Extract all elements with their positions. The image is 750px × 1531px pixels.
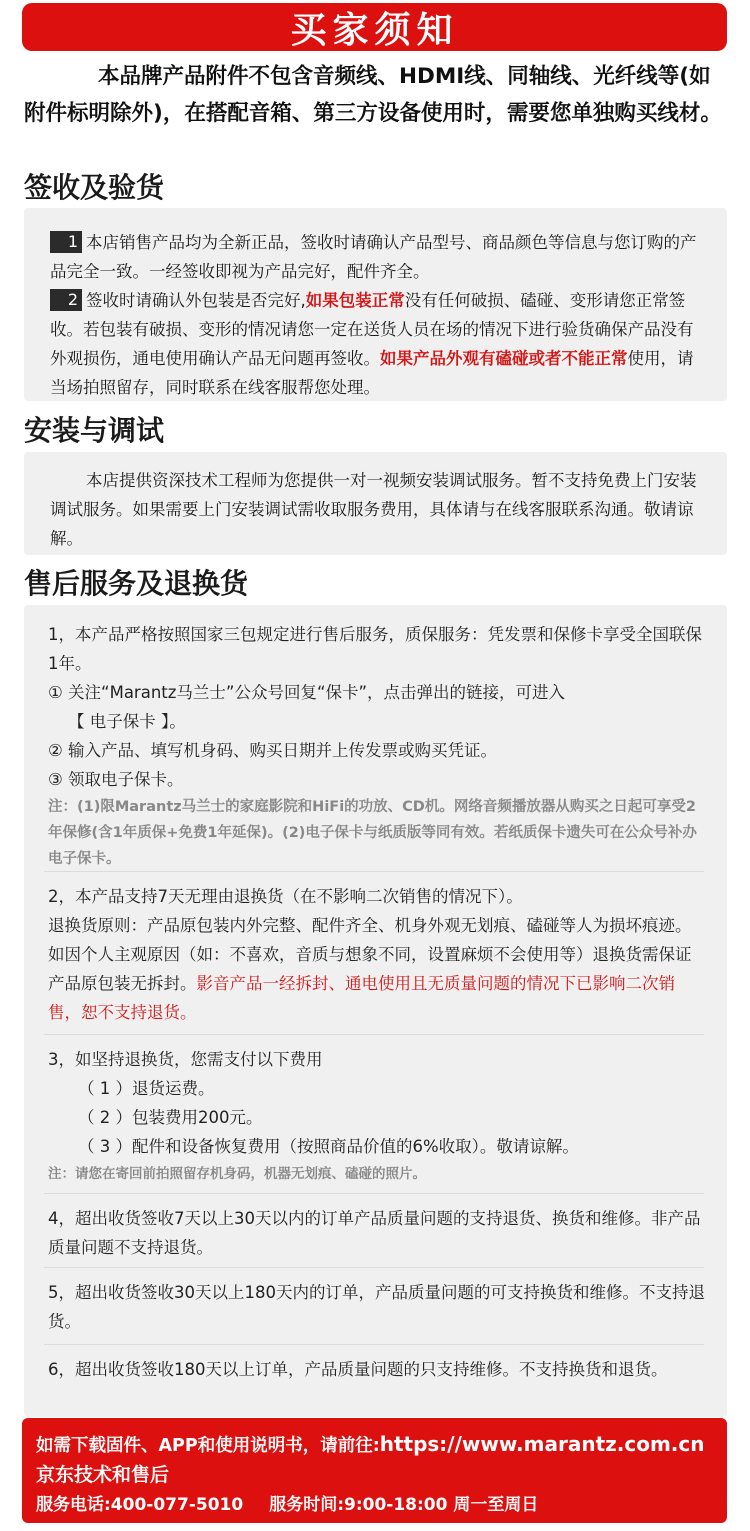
after-item-1 (24, 620, 727, 872)
fee-item-1: （ 1 ）退货运费。 (78, 1079, 215, 1098)
sign-item-2-red-2: 如果产品外观有磕碰或者不能正常 (380, 349, 628, 368)
after-item-5-text: 5，超出收货签收30天以上180天内的订单，产品质量问题的可支持换货和维修。不支持退货。 (48, 1283, 705, 1331)
item-number-badge: 1 (50, 231, 82, 253)
warranty-step-3: ③ 领取电子保卡。 (48, 770, 184, 789)
sign-item-2-text-c: 使用，请当场拍照留存，同时联系在线客服帮您处理。 (50, 349, 694, 397)
page-title: 买家须知 (290, 9, 459, 51)
fee-item-2: （ 2 ）包装费用200元。 (78, 1108, 263, 1127)
warranty-note: 注：(1)限Marantz马兰士的家庭影院和HiFi的功放、CD机。网络音频播放器从购买之日起可享受2年保修(含1年质保+免费1年延保)。(2)电子保卡与纸质版等同有效。若纸质保卡遗失可在公众号补办电子保卡。 (48, 799, 697, 867)
divider (44, 1267, 704, 1268)
accessory-notice (24, 58, 724, 132)
download-label: 如需下载固件、APP和使用说明书，请前往: (36, 1436, 380, 1456)
after-item-6 (24, 1355, 727, 1384)
after-item-1-text: 1，本产品严格按照国家三包规定进行售后服务，质保服务：凭发票和保修卡享受全国联保1年。 (48, 625, 702, 673)
after-item-5 (24, 1278, 727, 1336)
install-text-body: 本店提供资深技术工程师为您提供一对一视频安装调试服务。暂不支持免费上门安装调试服务。如果需要上门安装调试需收取服务费用，具体请与在线客服联系沟通。敬请谅解。 (50, 471, 697, 548)
install-section-heading: 安装与调试 (24, 414, 165, 447)
after-item-2 (24, 882, 727, 1027)
after-item-3-text: 3，如坚持退换货，您需支付以下费用 (48, 1050, 323, 1069)
service-hours: 服务时间:9:00-18:00 周一至周日 (269, 1495, 539, 1515)
footer-banner (22, 1418, 727, 1523)
after-item-4-text: 4，超出收货签收7天以上30天以内的订单产品质量问题的支持退货、换货和维修。非产品质量问题不支持退货。 (48, 1209, 701, 1257)
website-link[interactable]: https://www.marantz.com.cn (379, 1432, 705, 1456)
warranty-step-1: ① 关注“Marantz马兰士”公众号回复“保卡”，点击弹出的链接，可进入 (48, 683, 566, 702)
divider (44, 871, 704, 872)
divider (44, 1034, 704, 1035)
divider (44, 1344, 704, 1345)
after-item-6-text: 6，超出收货签收180天以上订单，产品质量问题的只支持维修。不支持换货和退货。 (48, 1360, 668, 1379)
warranty-step-1-link: 【 电子保卡 】。 (68, 712, 186, 731)
return-rules-red: 影音产品一经拆封、通电使用且无质量问题的情况下已影响二次销售，恕不支持退货。 (48, 974, 675, 1022)
return-rules-text: 退换货原则：产品原包装内外完整、配件齐全、机身外观无划痕、磕碰等人为损坏痕迹。如因个人主观原因（如：不喜欢，音质与想象不同，设置麻烦不会使用等）退换货需保证产品原包装无拆封。 (48, 916, 692, 993)
install-section-panel (24, 452, 727, 555)
sign-item-2-red-1: 如果包装正常 (305, 291, 405, 310)
after-section-heading: 售后服务及退换货 (24, 567, 249, 600)
after-item-4 (24, 1204, 727, 1262)
install-text (50, 466, 705, 553)
sign-item-1 (50, 228, 705, 286)
item-number-badge: 2 (50, 289, 82, 311)
notice-text: 本品牌产品附件不包含音频线、HDMI线、同轴线、光纤线等(如附件标明除外)，在搭配音箱、第三方设备使用时，需要您单独购买线材。 (24, 64, 722, 126)
sign-item-2 (50, 286, 705, 402)
service-title: 京东技术和售后 (36, 1464, 170, 1486)
after-item-3 (24, 1045, 727, 1187)
sign-item-1-text: 本店销售产品均为全新正品，签收时请确认产品型号、商品颜色等信息与您订购的产品完全一致。一经签收即视为产品完好，配件齐全。 (50, 233, 697, 281)
divider (44, 1193, 704, 1194)
fee-note: 注：请您在寄回前拍照留存机身码，机器无划痕、磕碰的照片。 (48, 1166, 426, 1182)
sign-section-heading: 签收及验货 (24, 171, 165, 204)
return-rules (48, 911, 705, 1027)
sign-item-2-text-a: 签收时请确认外包装是否完好, (86, 291, 306, 310)
sign-item-2-text-b: 没有任何破损、磕碰、变形请您正常签收。若包装有破损、变形的情况请您一定在送货人员在场的情况下进行验货确保产品没有外观损伤，通电使用确认产品无问题再签收。 (50, 291, 694, 368)
after-item-2-text: 2，本产品支持7天无理由退换货（在不影响二次销售的情况下）。 (48, 887, 523, 906)
title-banner (22, 3, 727, 51)
warranty-step-2: ② 输入产品、填写机身码、购买日期并上传发票或购买凭证。 (48, 741, 498, 760)
service-info (36, 1490, 713, 1520)
fee-item-3: （ 3 ）配件和设备恢复费用（按照商品价值的6%收取）。敬请谅解。 (78, 1137, 579, 1156)
download-line (36, 1430, 713, 1460)
sign-section-panel (24, 208, 727, 401)
service-phone: 服务电话:400-077-5010 (36, 1495, 244, 1515)
